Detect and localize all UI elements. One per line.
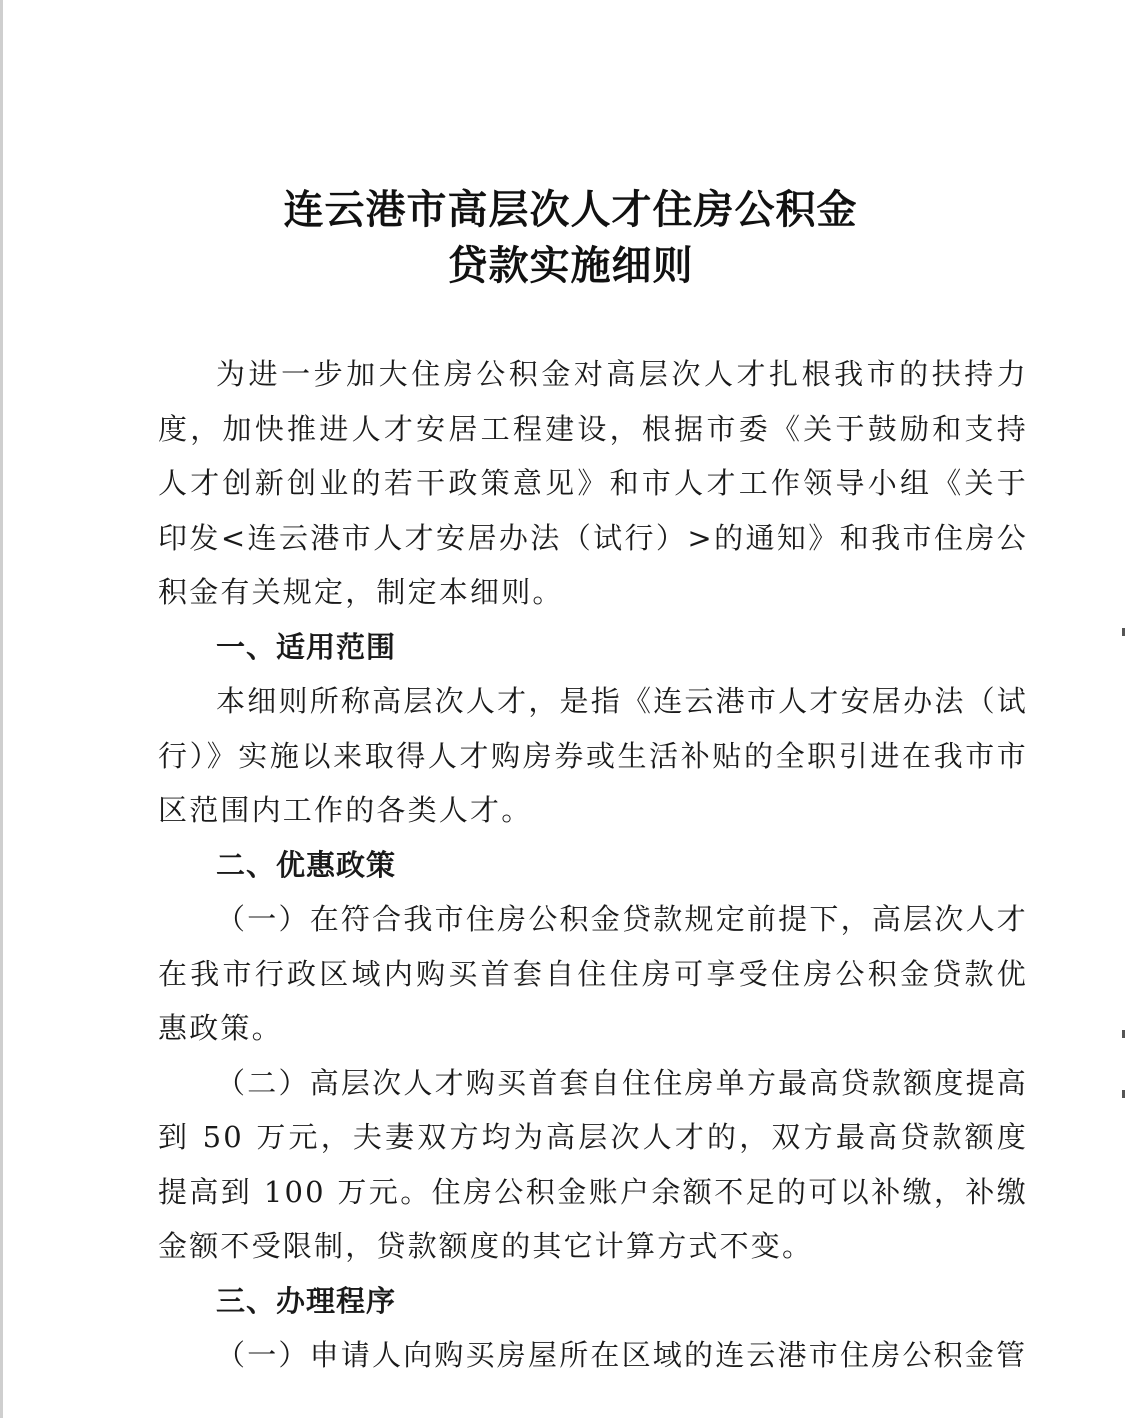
intro-paragraph: 为进一步加大住房公积金对高层次人才扎根我市的扶持力度，加快推进人才安居工程建设，根据市委《关于鼓励和支持人才创新创业的若干政策意见》和市人才工作领导小组《关于印发<连云港市人才安居办法（试行）>的通知》和我市住房公积金有关规定，制定本细则。 xyxy=(158,357,1028,609)
scan-speck xyxy=(1122,1090,1125,1098)
section-3-item-1: （一）申请人向购买房屋所在区域的连云港市住房公积金管 xyxy=(216,1338,1028,1372)
document-body xyxy=(158,347,1028,1383)
document-title xyxy=(0,182,1141,294)
title-line-1: 连云港市高层次人才住房公积金 xyxy=(283,187,858,233)
title-line-2: 贷款实施细则 xyxy=(447,243,694,289)
section-1-heading: 一、适用范围 xyxy=(216,629,397,664)
scan-speck xyxy=(1122,628,1125,636)
section-2-heading: 二、优惠政策 xyxy=(216,847,397,882)
section-1-paragraph: 本细则所称高层次人才，是指《连云港市人才安居办法（试行）》实施以来取得人才购房券或生活补贴的全职引进在我市市区范围内工作的各类人才。 xyxy=(158,684,1028,827)
section-2-item-1: （一）在符合我市住房公积金贷款规定前提下，高层次人才在我市行政区域内购买首套自住住房可享受住房公积金贷款优惠政策。 xyxy=(158,902,1028,1045)
section-3-heading: 三、办理程序 xyxy=(216,1283,397,1318)
section-2-item-2: （二）高层次人才购买首套自住住房单方最高贷款额度提高到 50 万元，夫妻双方均为高层次人才的，双方最高贷款额度提高到 100 万元。住房公积金账户余额不足的可以补缴，补缴金额不受限制，贷款额度的其它计算方式不变。 xyxy=(158,1065,1028,1263)
scan-speck xyxy=(1122,1030,1125,1038)
